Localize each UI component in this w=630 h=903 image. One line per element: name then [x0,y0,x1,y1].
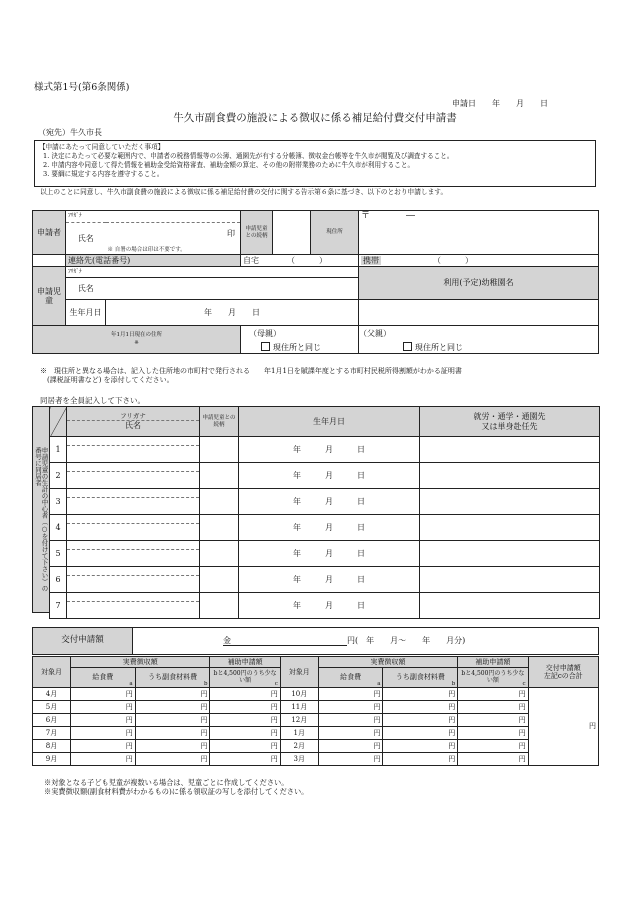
amount-cell[interactable]: 円 [458,753,528,766]
member-relation-input[interactable] [200,567,239,593]
household-birth-header: 生年月日 [239,407,420,437]
applicant-table [32,210,599,354]
member-birth-input[interactable]: 年 月 日 [239,593,420,619]
amount-cell[interactable]: 円 [458,740,528,753]
month-label: 5月 [33,701,71,714]
amount-cell[interactable]: 円 [210,701,280,714]
amount-period: 円( 年 月～ 年 月分) [347,635,466,645]
mother-label: （母親） [249,329,281,338]
row-number: 6 [50,567,67,593]
relation-input[interactable] [273,211,311,255]
table-row [33,688,599,701]
child-name-input[interactable] [106,278,359,300]
side-meal-label: うち副食材料費 [148,673,198,682]
col-b: b [451,680,456,687]
seal-note: ※ 自署の場合は印は不要です。 [107,246,186,253]
amount-cell[interactable]: 円 [210,753,280,766]
month-label: 7月 [33,727,71,740]
consent-statement: 以上のことに同意し、牛久市副食費の施設による徴収に係る補足給付費の交付に関する告示第６条に基づき、以下のとおり申請します。 [40,188,448,196]
address-note [40,367,462,385]
jan1-note-mark: ※ [134,339,139,346]
col-c: c [274,680,278,687]
member-name-input[interactable] [67,463,200,489]
row-number: 4 [50,515,67,541]
amount-cell[interactable]: 円 [383,753,458,766]
diagonal-header [50,407,67,437]
member-name-input[interactable] [67,515,200,541]
month-label: 12月 [280,714,318,727]
applicant-name-input[interactable] [106,223,241,255]
mother-same-checkbox[interactable] [261,342,321,352]
monthly-table [32,656,599,766]
table-row [33,727,599,740]
target-month-header: 対象月 [33,657,71,688]
consent-item: 3. 要綱に規定する内容を遵守すること。 [43,170,164,179]
meal-header [70,668,135,688]
side-meal-label: うち副食材料費 [395,673,445,682]
jan1-address-label [33,326,241,354]
member-work-input[interactable] [420,489,600,515]
actual-header: 実費徴収額 [70,657,210,668]
month-label: 3月 [280,753,318,766]
consent-item: 1. 決定にあたって必要な範囲内で、申請者の税務情報等の公簿、通園先が有する分帳簿、徴収金台帳等を牛久市が閲覧及び調査すること。 [43,152,454,161]
amount-input[interactable] [133,628,599,655]
table-row [33,701,599,714]
side-meal-header [135,668,210,688]
address-note-line: (課税証明書など) を添付してください。 [40,376,174,385]
member-birth-input[interactable]: 年 月 日 [239,437,420,463]
amount-cell[interactable]: 円 [318,753,383,766]
mobile-label: 携帯 [363,255,379,265]
amount-cell[interactable]: 円 [70,727,135,740]
amount-cell[interactable]: 円 [458,714,528,727]
amount-cell[interactable]: 円 [210,714,280,727]
row-number: 2 [50,463,67,489]
amount-cell[interactable]: 円 [318,701,383,714]
consent-item: 2. 申請内容や同意して得た情報を補助金受給資格審査、補助金額の算定、その他の附帯業務のために牛久市が利用すること。 [43,161,415,170]
amount-cell[interactable]: 円 [70,740,135,753]
father-address-input[interactable] [359,326,599,354]
child-birth-input[interactable]: 年 月 日 [106,300,359,326]
amount-cell[interactable]: 円 [318,727,383,740]
relation-label: 申請児童との続柄 [241,211,273,255]
home-phone-input[interactable] [241,255,359,267]
subsidy-col-header [210,668,280,688]
member-name-input[interactable] [67,489,200,515]
table-row [33,753,599,766]
amount-cell[interactable]: 円 [383,727,458,740]
table-row [50,541,600,567]
mobile-phone-input[interactable] [359,255,599,267]
consent-box [34,140,596,187]
amount-cell[interactable]: 円 [70,753,135,766]
month-label: 1月 [280,727,318,740]
member-work-input[interactable] [420,541,600,567]
table-row [50,463,600,489]
target-month-header: 対象月 [280,657,318,688]
total-amount-cell[interactable]: 円 [528,688,598,766]
amount-cell[interactable]: 円 [383,701,458,714]
child-name-label: 氏名 [66,278,106,300]
child-furigana-label: ﾌﾘｶﾞﾅ [66,267,106,278]
month-label: 9月 [33,753,71,766]
amount-cell[interactable]: 円 [135,688,210,701]
meal-header [318,668,383,688]
amount-cell[interactable]: 円 [318,740,383,753]
amount-cell[interactable]: 円 [70,688,135,701]
home-label: 自宅 [243,255,259,265]
member-work-input[interactable] [420,463,600,489]
member-work-input[interactable] [420,593,600,619]
home-area-code: （ ） [291,255,327,265]
month-label: 2月 [280,740,318,753]
subsidy-label: bと4,500円のうち少ない額 [213,669,277,684]
form-number: 様式第1号(第6条関係) [34,82,130,93]
member-birth-input[interactable]: 年 月 日 [239,515,420,541]
checkbox-icon [261,342,270,351]
footer-note: ※実費徴収額(副食材料費がわかるもの)に係る領収証の写しを添付してください。 [44,787,309,797]
member-relation-input[interactable] [200,437,239,463]
amount-cell[interactable]: 円 [135,753,210,766]
mother-address-input[interactable] [241,326,359,354]
subsidy-label: bと4,500円のうち少ない額 [461,669,525,684]
amount-cell[interactable]: 円 [318,714,383,727]
meal-label: 給食費 [92,673,114,682]
col-a: a [129,680,133,687]
child-section-label: 申請児童 [33,267,66,326]
address-input[interactable] [359,211,599,255]
amount-cell[interactable]: 円 [210,688,280,701]
month-label: 10月 [280,688,318,701]
member-relation-input[interactable] [200,541,239,567]
table-row [33,714,599,727]
postal-mark: 〒 ― [361,211,416,221]
applicant-section-label: 申請者 [33,211,66,255]
checkbox-icon [403,342,412,351]
member-birth-input[interactable]: 年 月 日 [239,489,420,515]
amount-cell[interactable]: 円 [135,727,210,740]
subsidy-header: 補助申請額 [210,657,280,668]
table-row [50,593,600,619]
household-side-text: 申請児童の生計の中心者（○を付けて下さい）の番号に同居者 [34,447,49,592]
father-same-label: 現住所と同じ [415,342,463,352]
kindergarten-input[interactable] [359,300,599,326]
applicant-name-label: 氏名 [66,223,106,255]
actual-header: 実費徴収額 [318,657,458,668]
member-relation-input[interactable] [200,593,239,619]
amount-table [32,627,599,655]
amount-cell[interactable]: 円 [383,714,458,727]
subsidy-header: 補助申請額 [458,657,528,668]
amount-cell[interactable]: 円 [135,701,210,714]
household-work-header: 就労・通学・通園先 又は単身赴任先 [420,407,600,437]
member-name-input[interactable] [67,567,200,593]
amount-cell[interactable]: 円 [458,701,528,714]
contact-label: 連絡先(電話番号) [66,255,241,267]
member-relation-input[interactable] [200,463,239,489]
member-birth-input[interactable]: 年 月 日 [239,567,420,593]
father-same-checkbox[interactable] [403,342,463,352]
col-c: c [522,680,526,687]
footer-notes [44,778,308,797]
name-header: 氏名 [125,420,141,430]
mother-same-label: 現住所と同じ [273,342,321,352]
household-intro: 同居者を全員記入して下さい。 [40,396,145,405]
household-relation-header: 申請児童との続柄 [200,407,239,437]
month-label: 11月 [280,701,318,714]
table-row [50,437,600,463]
member-relation-input[interactable] [200,489,239,515]
amount-cell[interactable]: 円 [383,740,458,753]
address-note-line: ※ 現住所と異なる場合は、記入した住所地の市町村で発行される 年1月1日を賦課年度とする市町村民税所得割額がわかる証明書 [40,367,462,375]
furigana-header: フリガナ [67,413,199,421]
child-birth-label: 生年月日 [66,300,106,326]
amount-cell[interactable]: 円 [210,740,280,753]
member-name-input[interactable] [67,541,200,567]
household-name-header [67,407,200,437]
member-birth-input[interactable]: 年 月 日 [239,463,420,489]
footer-note: ※対象となる子ども児童が複数いる場合は、児童ごとに作成してください。 [44,778,289,787]
table-row [50,515,600,541]
row-number: 7 [50,593,67,619]
table-row [50,567,600,593]
address-label: 現住所 [311,211,359,255]
member-name-input[interactable] [67,593,200,619]
kindergarten-label: 利用(予定)幼稚園名 [359,267,599,300]
page-title: 牛久市副食費の施設による徴収に係る補足給付費交付申請書 [173,112,457,124]
subsidy-col-header [458,668,528,688]
amount-cell[interactable]: 円 [383,688,458,701]
month-label: 8月 [33,740,71,753]
col-b: b [203,680,208,687]
application-date: 申請日 年 月 日 [452,99,548,108]
amount-cell[interactable]: 円 [318,688,383,701]
household-side-label [32,406,50,613]
col-a: a [377,680,381,687]
amount-cell[interactable]: 円 [210,727,280,740]
amount-label: 交付申請額 [33,628,133,655]
row-number: 5 [50,541,67,567]
seal-mark: 印 [227,229,235,238]
applicant-furigana-input[interactable] [106,211,241,223]
addressee: （宛先）牛久市長 [38,128,102,137]
applicant-furigana-label: ﾌﾘｶﾞﾅ [66,211,106,223]
month-label: 6月 [33,714,71,727]
amount-cell[interactable]: 円 [458,727,528,740]
row-number: 1 [50,437,67,463]
member-birth-input[interactable]: 年 月 日 [239,541,420,567]
household-table [49,406,600,619]
side-meal-header [383,668,458,688]
member-work-input[interactable] [420,567,600,593]
amount-cell[interactable]: 円 [135,740,210,753]
table-row [50,489,600,515]
meal-label: 給食費 [340,673,362,682]
month-label: 4月 [33,688,71,701]
table-row [33,740,599,753]
member-work-input[interactable] [420,437,600,463]
mobile-area-code: （ ） [437,255,473,265]
row-number: 3 [50,489,67,515]
member-name-input[interactable] [67,437,200,463]
amount-kin: 金 [223,636,347,646]
amount-cell[interactable]: 円 [135,714,210,727]
amount-cell[interactable]: 円 [70,701,135,714]
member-work-input[interactable] [420,515,600,541]
amount-cell[interactable]: 円 [458,688,528,701]
child-furigana-input[interactable] [106,267,359,278]
total-header: 交付申請額 左記cの合計 [528,657,598,688]
member-relation-input[interactable] [200,515,239,541]
amount-cell[interactable]: 円 [70,714,135,727]
jan1-label-text: 年1月1日現在の住所 [111,331,162,338]
father-label: （父親） [359,329,391,338]
consent-heading: 【申請にあたって同意していただく事項】 [39,143,165,151]
